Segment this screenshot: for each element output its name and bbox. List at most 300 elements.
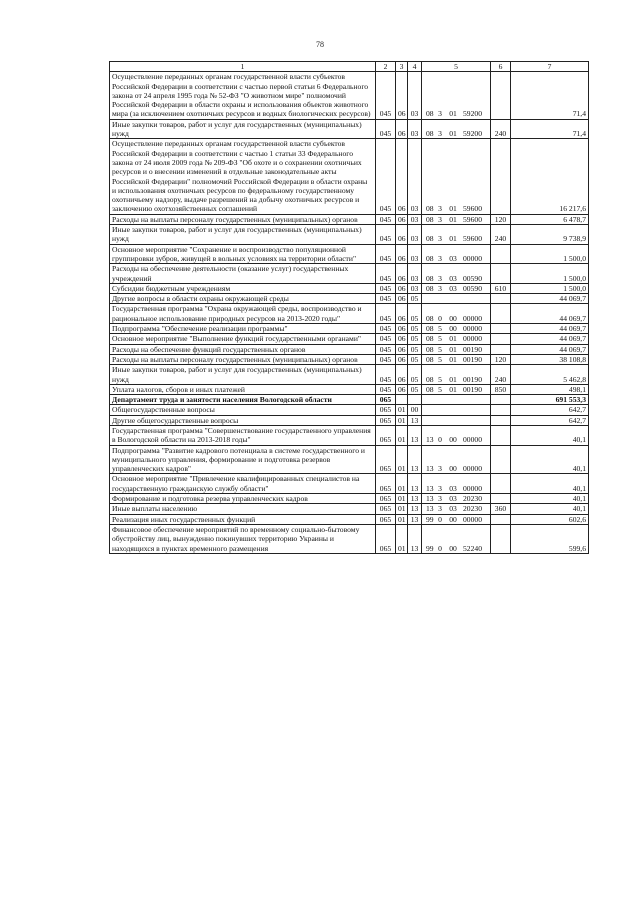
table-row: [110, 304, 589, 324]
row-section-code: 06: [396, 72, 408, 119]
row-amount: 642,7: [511, 405, 589, 415]
row-subsection-code: 03: [408, 139, 422, 214]
row-expense-type: [491, 405, 511, 415]
row-target-code: [422, 425, 491, 445]
target-code-part: 08: [426, 334, 434, 344]
row-amount: 498,1: [511, 384, 589, 394]
row-section-code: 06: [396, 264, 408, 284]
row-target-code: [422, 445, 491, 474]
row-name: Основное мероприятие "Привлечение квалифицированных специалистов на государственную гражданскую службу области": [110, 474, 376, 494]
row-ministry-code: 045: [376, 264, 396, 284]
row-expense-type: [491, 494, 511, 504]
row-name: Осуществление переданных органам государственной власти субъектов Российской Федерации в соответствии с частью первой статьи 6 Федерального закона от 24 апреля 1995 года № 52-ФЗ "О животном мире" полномочий Российской Федерации в области охраны и использования объектов животного мира (за исключением охотничьих ресурсов и водных биологических ресурсов): [110, 72, 376, 119]
row-amount: 44 069,7: [511, 294, 589, 304]
row-amount: 44 069,7: [511, 304, 589, 324]
row-name: Иные закупки товаров, работ и услуг для государственных (муниципальных) нужд: [110, 225, 376, 245]
target-code-part: 08: [426, 384, 434, 394]
target-code-part: 3: [438, 253, 442, 263]
row-amount: 6 478,7: [511, 214, 589, 224]
target-code-part: 20230: [463, 494, 482, 504]
row-target-code: [422, 304, 491, 324]
row-name: Основное мероприятие "Сохранение и воспроизводство популяционной группировки зубров, живущей в вольных условиях на территории области": [110, 244, 376, 264]
row-target-code: [422, 344, 491, 354]
target-code-part: 00: [449, 464, 457, 474]
row-expense-type: 240: [491, 225, 511, 245]
target-code-part: 3: [438, 504, 442, 514]
row-expense-type: [491, 425, 511, 445]
budget-table: [109, 61, 589, 554]
target-code-part: 0: [438, 543, 442, 553]
row-expense-type: 240: [491, 119, 511, 139]
row-expense-type: 240: [491, 365, 511, 385]
row-expense-type: [491, 514, 511, 524]
row-target-code: [422, 72, 491, 119]
table-row: [110, 425, 589, 445]
target-code-part: 08: [426, 109, 434, 119]
row-target-code: [422, 324, 491, 334]
row-expense-type: [491, 294, 511, 304]
table-row: [110, 139, 589, 214]
target-code-part: 08: [426, 273, 434, 283]
row-amount: 16 217,6: [511, 139, 589, 214]
target-code-part: 5: [438, 354, 442, 364]
row-target-code: [422, 384, 491, 394]
row-subsection-code: 03: [408, 72, 422, 119]
target-code-part: 01: [449, 384, 457, 394]
row-section-code: 06: [396, 334, 408, 344]
target-code-part: 01: [449, 334, 457, 344]
row-name: Формирование и подготовка резерва управленческих кадров: [110, 494, 376, 504]
target-code-part: 00000: [463, 483, 482, 493]
row-expense-type: [491, 244, 511, 264]
row-subsection-code: 13: [408, 524, 422, 553]
row-name: Осуществление переданных органам государственной власти субъектов Российской Федерации в соответствии с частью 1 статьи 33 Федерального закона от 24 июля 2009 года № 209-ФЗ "Об охоте и о сохранении охотничьих ресурсов и о внесении изменений в отдельные законодательные акты Российской Федерации" полномочий Российской Федерации в области охраны и использования охотничьих ресурсов по федеральному государственному охотничьему надзору, выдаче разрешений на добычу охотничьих ресурсов и заключению охотхозяйственных соглашений: [110, 139, 376, 214]
target-code-part: 08: [426, 313, 434, 323]
target-code-part: 08: [426, 374, 434, 384]
target-code-part: 3: [438, 283, 442, 293]
row-section-code: 01: [396, 494, 408, 504]
row-amount: 9 738,9: [511, 225, 589, 245]
row-subsection-code: 05: [408, 365, 422, 385]
row-amount: 44 069,7: [511, 344, 589, 354]
table-row: [110, 504, 589, 514]
target-code-part: 13: [426, 435, 434, 445]
row-name: Иные выплаты населению: [110, 504, 376, 514]
header-cell-amount: 7: [511, 62, 589, 72]
target-code-part: 00: [449, 514, 457, 524]
target-code-part: 03: [449, 483, 457, 493]
target-code-part: 01: [449, 354, 457, 364]
row-amount: 71,4: [511, 72, 589, 119]
row-expense-type: 120: [491, 354, 511, 364]
target-code-part: 08: [426, 344, 434, 354]
row-name: Основное мероприятие "Выполнение функций государственными органами": [110, 334, 376, 344]
target-code-part: 08: [426, 204, 434, 214]
row-target-code: [422, 524, 491, 553]
target-code-part: 59200: [463, 109, 482, 119]
target-code-part: 00: [449, 324, 457, 334]
row-subsection-code: 03: [408, 264, 422, 284]
row-ministry-code: 065: [376, 415, 396, 425]
row-subsection-code: 13: [408, 514, 422, 524]
target-code-part: 03: [449, 283, 457, 293]
table-row: [110, 524, 589, 553]
row-target-code: [422, 494, 491, 504]
target-code-part: 01: [449, 129, 457, 139]
row-name: Государственная программа "Совершенствование государственного управления в Вологодской области на 2013-2018 годы": [110, 425, 376, 445]
target-code-part: 08: [426, 283, 434, 293]
target-code-part: 00: [449, 543, 457, 553]
target-code-part: 00000: [463, 464, 482, 474]
row-amount: 40,1: [511, 504, 589, 514]
row-section-code: 01: [396, 415, 408, 425]
row-ministry-code: 065: [376, 445, 396, 474]
row-name: Иные закупки товаров, работ и услуг для государственных (муниципальных) нужд: [110, 119, 376, 139]
table-header: [110, 62, 589, 72]
row-subsection-code: 03: [408, 283, 422, 293]
table-row: [110, 283, 589, 293]
row-subsection-code: 13: [408, 494, 422, 504]
row-target-code: [422, 334, 491, 344]
row-section-code: 06: [396, 324, 408, 334]
target-code-part: 00000: [463, 313, 482, 323]
row-section-code: 01: [396, 524, 408, 553]
row-name: Подпрограмма "Обеспечение реализации программы": [110, 324, 376, 334]
table-row: [110, 214, 589, 224]
row-expense-type: [491, 304, 511, 324]
row-ministry-code: 065: [376, 425, 396, 445]
row-expense-type: 360: [491, 504, 511, 514]
row-target-code: [422, 283, 491, 293]
row-subsection-code: 13: [408, 425, 422, 445]
row-amount: 40,1: [511, 445, 589, 474]
row-subsection-code: 05: [408, 304, 422, 324]
row-amount: 1 500,0: [511, 283, 589, 293]
target-code-part: 0: [438, 514, 442, 524]
row-subsection-code: 03: [408, 214, 422, 224]
target-code-part: 52240: [463, 543, 482, 553]
row-section-code: 06: [396, 304, 408, 324]
target-code-part: 5: [438, 374, 442, 384]
row-ministry-code: 065: [376, 504, 396, 514]
row-name: Иные закупки товаров, работ и услуг для государственных (муниципальных) нужд: [110, 365, 376, 385]
table-row: [110, 445, 589, 474]
target-code-part: 3: [438, 129, 442, 139]
target-code-part: 00590: [463, 283, 482, 293]
row-subsection-code: 03: [408, 225, 422, 245]
row-section-code: [396, 395, 408, 405]
target-code-part: 08: [426, 214, 434, 224]
row-ministry-code: 065: [376, 474, 396, 494]
target-code-part: 01: [449, 344, 457, 354]
row-expense-type: [491, 445, 511, 474]
row-amount: 44 069,7: [511, 324, 589, 334]
target-code-part: 00190: [463, 354, 482, 364]
row-target-code: [422, 139, 491, 214]
row-subsection-code: 05: [408, 344, 422, 354]
target-code-part: 13: [426, 464, 434, 474]
target-code-part: 00000: [463, 514, 482, 524]
page-number: 78: [316, 40, 324, 49]
row-ministry-code: 045: [376, 334, 396, 344]
row-name: Другие общегосударственные вопросы: [110, 415, 376, 425]
target-code-part: 01: [449, 214, 457, 224]
row-section-code: 06: [396, 283, 408, 293]
row-section-code: 06: [396, 344, 408, 354]
header-row: [110, 62, 589, 72]
table-row: [110, 324, 589, 334]
target-code-part: 99: [426, 514, 434, 524]
row-target-code: [422, 354, 491, 364]
target-code-part: 5: [438, 344, 442, 354]
row-name: Другие вопросы в области охраны окружающей среды: [110, 294, 376, 304]
row-name: Государственная программа "Охрана окружающей среды, воспроизводство и рациональное использование природных ресурсов на 2013-2020 годы": [110, 304, 376, 324]
row-subsection-code: [408, 395, 422, 405]
table-row: [110, 294, 589, 304]
row-ministry-code: 045: [376, 324, 396, 334]
row-target-code: [422, 225, 491, 245]
row-amount: 5 462,8: [511, 365, 589, 385]
target-code-part: 3: [438, 464, 442, 474]
row-section-code: 06: [396, 244, 408, 264]
row-section-code: 06: [396, 225, 408, 245]
row-subsection-code: 05: [408, 334, 422, 344]
header-cell-section: 3: [396, 62, 408, 72]
row-ministry-code: 045: [376, 225, 396, 245]
target-code-part: 00590: [463, 273, 482, 283]
table-row: [110, 494, 589, 504]
row-name: Расходы на выплаты персоналу государственных (муниципальных) органов: [110, 214, 376, 224]
row-amount: 691 553,3: [511, 395, 589, 405]
row-expense-type: 850: [491, 384, 511, 394]
row-name: Подпрограмма "Развитие кадрового потенциала в системе государственного и муниципального управления, формирование и подготовка резервов управленческих кадров": [110, 445, 376, 474]
row-target-code: [422, 119, 491, 139]
table-row: [110, 405, 589, 415]
row-expense-type: [491, 139, 511, 214]
row-name: Департамент труда и занятости населения Вологодской области: [110, 395, 376, 405]
row-ministry-code: 045: [376, 384, 396, 394]
row-name: Финансовое обеспечение мероприятий по временному социально-бытовому обустройству лиц, вынужденно покинувших территорию Украины и находящихся в пунктах временного размещения: [110, 524, 376, 553]
row-section-code: 06: [396, 365, 408, 385]
row-section-code: 06: [396, 294, 408, 304]
target-code-part: 00: [449, 313, 457, 323]
target-code-part: 01: [449, 374, 457, 384]
header-cell-name: 1: [110, 62, 376, 72]
row-subsection-code: 05: [408, 294, 422, 304]
row-ministry-code: 045: [376, 139, 396, 214]
row-ministry-code: 045: [376, 119, 396, 139]
table-body: [110, 72, 589, 554]
row-ministry-code: 065: [376, 524, 396, 553]
row-ministry-code: 045: [376, 244, 396, 264]
target-code-part: 01: [449, 109, 457, 119]
target-code-part: 3: [438, 204, 442, 214]
target-code-part: 3: [438, 234, 442, 244]
target-code-part: 0: [438, 313, 442, 323]
target-code-part: 0: [438, 435, 442, 445]
target-code-part: 20230: [463, 504, 482, 514]
table-row: [110, 384, 589, 394]
target-code-part: 3: [438, 273, 442, 283]
table-row: [110, 244, 589, 264]
row-expense-type: [491, 474, 511, 494]
row-target-code: [422, 244, 491, 264]
target-code-part: 00000: [463, 324, 482, 334]
table-row: [110, 344, 589, 354]
row-section-code: 06: [396, 139, 408, 214]
row-subsection-code: 13: [408, 415, 422, 425]
target-code-part: 03: [449, 253, 457, 263]
row-target-code: [422, 415, 491, 425]
target-code-part: 13: [426, 504, 434, 514]
target-code-part: 59600: [463, 214, 482, 224]
target-code-part: 08: [426, 354, 434, 364]
target-code-part: 03: [449, 504, 457, 514]
row-subsection-code: 03: [408, 119, 422, 139]
row-expense-type: 610: [491, 283, 511, 293]
target-code-part: 00000: [463, 334, 482, 344]
table-row: [110, 72, 589, 119]
row-ministry-code: 045: [376, 72, 396, 119]
row-ministry-code: 045: [376, 294, 396, 304]
row-ministry-code: 045: [376, 365, 396, 385]
target-code-part: 3: [438, 214, 442, 224]
row-section-code: 01: [396, 504, 408, 514]
target-code-part: 13: [426, 483, 434, 493]
target-code-part: 08: [426, 129, 434, 139]
table-row: [110, 264, 589, 284]
row-ministry-code: 065: [376, 494, 396, 504]
row-target-code: [422, 294, 491, 304]
target-code-part: 99: [426, 543, 434, 553]
target-code-part: 08: [426, 324, 434, 334]
target-code-part: 03: [449, 494, 457, 504]
table-row: [110, 354, 589, 364]
row-target-code: [422, 264, 491, 284]
row-section-code: 06: [396, 384, 408, 394]
table-row: [110, 514, 589, 524]
row-name: Расходы на выплаты персоналу государственных (муниципальных) органов: [110, 354, 376, 364]
row-target-code: [422, 504, 491, 514]
target-code-part: 08: [426, 234, 434, 244]
target-code-part: 03: [449, 273, 457, 283]
row-amount: 1 500,0: [511, 244, 589, 264]
row-target-code: [422, 514, 491, 524]
row-target-code: [422, 214, 491, 224]
row-subsection-code: 05: [408, 354, 422, 364]
row-subsection-code: 13: [408, 504, 422, 514]
row-name: Реализация иных государственных функций: [110, 514, 376, 524]
row-subsection-code: 13: [408, 474, 422, 494]
target-code-part: 59600: [463, 204, 482, 214]
row-expense-type: [491, 395, 511, 405]
table-row: [110, 395, 589, 405]
row-amount: 599,6: [511, 524, 589, 553]
row-section-code: 06: [396, 214, 408, 224]
row-section-code: 01: [396, 474, 408, 494]
table-row: [110, 225, 589, 245]
target-code-part: 01: [449, 234, 457, 244]
target-code-part: 59600: [463, 234, 482, 244]
row-amount: 40,1: [511, 474, 589, 494]
row-section-code: 01: [396, 425, 408, 445]
target-code-part: 5: [438, 384, 442, 394]
row-section-code: 01: [396, 445, 408, 474]
row-amount: 71,4: [511, 119, 589, 139]
table-row: [110, 119, 589, 139]
row-ministry-code: 045: [376, 304, 396, 324]
row-section-code: 06: [396, 354, 408, 364]
row-name: Расходы на обеспечение функций государственных органов: [110, 344, 376, 354]
row-ministry-code: 045: [376, 344, 396, 354]
target-code-part: 5: [438, 324, 442, 334]
target-code-part: 13: [426, 494, 434, 504]
row-target-code: [422, 365, 491, 385]
row-ministry-code: 045: [376, 354, 396, 364]
target-code-part: 00000: [463, 253, 482, 263]
row-section-code: 01: [396, 405, 408, 415]
row-target-code: [422, 474, 491, 494]
row-amount: 642,7: [511, 415, 589, 425]
row-amount: 1 500,0: [511, 264, 589, 284]
target-code-part: 3: [438, 494, 442, 504]
table-row: [110, 365, 589, 385]
row-ministry-code: 065: [376, 405, 396, 415]
row-target-code: [422, 395, 491, 405]
table-row: [110, 474, 589, 494]
row-amount: 44 069,7: [511, 334, 589, 344]
row-target-code: [422, 405, 491, 415]
row-expense-type: [491, 324, 511, 334]
target-code-part: 01: [449, 204, 457, 214]
row-expense-type: 120: [491, 214, 511, 224]
table-row: [110, 415, 589, 425]
row-section-code: 01: [396, 514, 408, 524]
header-cell-target: 5: [422, 62, 491, 72]
target-code-part: 00190: [463, 374, 482, 384]
target-code-part: 3: [438, 109, 442, 119]
row-name: Общегосударственные вопросы: [110, 405, 376, 415]
row-section-code: 06: [396, 119, 408, 139]
row-expense-type: [491, 72, 511, 119]
header-cell-type: 6: [491, 62, 511, 72]
row-subsection-code: 13: [408, 445, 422, 474]
row-expense-type: [491, 344, 511, 354]
row-expense-type: [491, 524, 511, 553]
row-expense-type: [491, 334, 511, 344]
target-code-part: 00190: [463, 384, 482, 394]
row-name: Уплата налогов, сборов и иных платежей: [110, 384, 376, 394]
row-subsection-code: 05: [408, 384, 422, 394]
target-code-part: 3: [438, 483, 442, 493]
row-amount: 40,1: [511, 425, 589, 445]
row-expense-type: [491, 264, 511, 284]
row-amount: 40,1: [511, 494, 589, 504]
header-cell-ministry: 2: [376, 62, 396, 72]
row-subsection-code: 03: [408, 244, 422, 264]
target-code-part: 08: [426, 253, 434, 263]
row-ministry-code: 045: [376, 283, 396, 293]
header-cell-subsection: 4: [408, 62, 422, 72]
row-ministry-code: 065: [376, 514, 396, 524]
target-code-part: 59200: [463, 129, 482, 139]
target-code-part: 5: [438, 334, 442, 344]
row-subsection-code: 00: [408, 405, 422, 415]
row-expense-type: [491, 415, 511, 425]
row-name: Расходы на обеспечение деятельности (оказание услуг) государственных учреждений: [110, 264, 376, 284]
row-name: Субсидии бюджетным учреждениям: [110, 283, 376, 293]
row-ministry-code: 045: [376, 214, 396, 224]
